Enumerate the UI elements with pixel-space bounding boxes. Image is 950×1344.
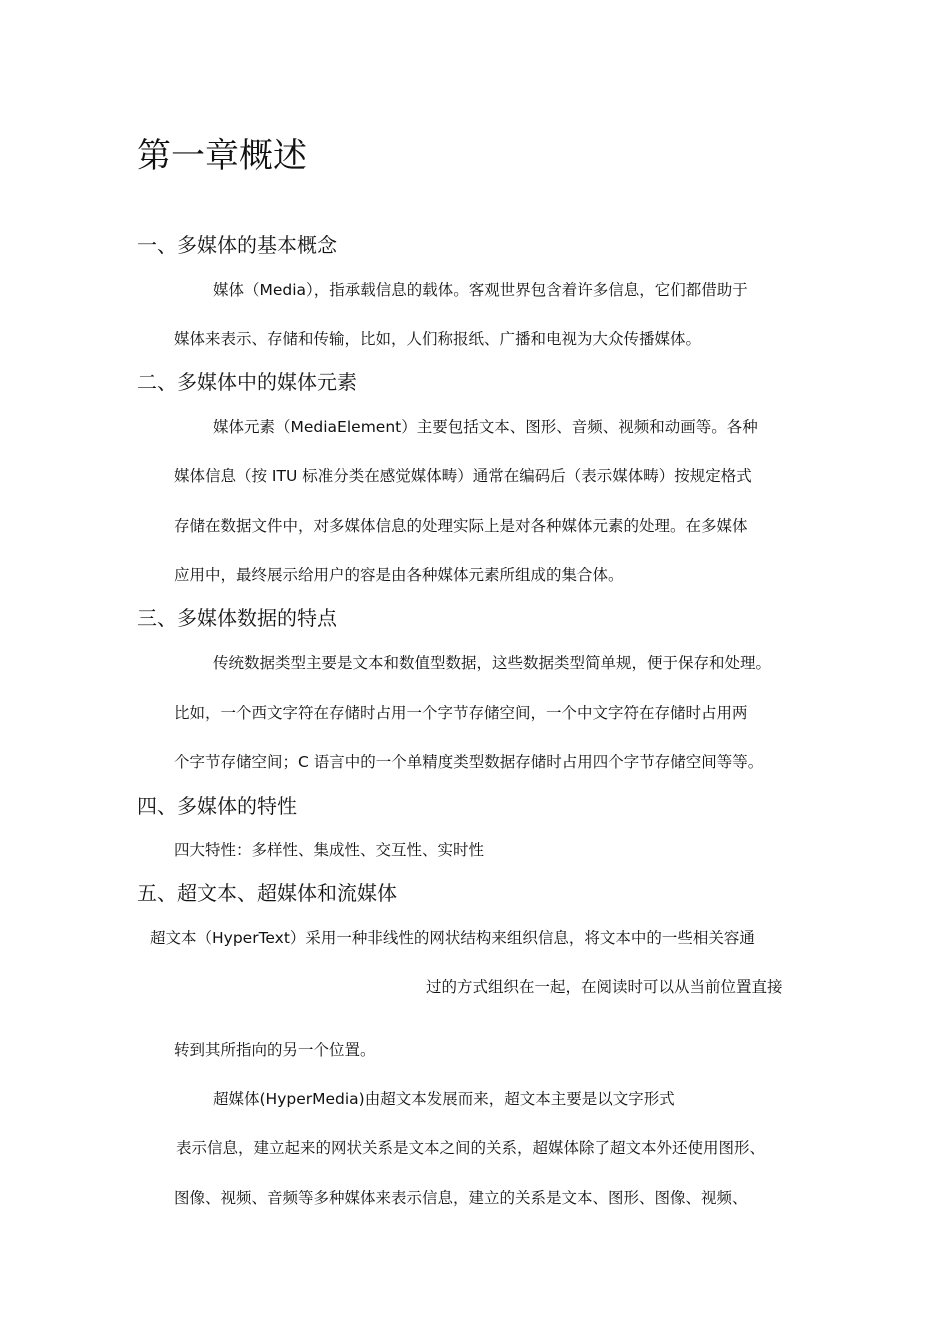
paragraph-line: 媒体（Media），指承载信息的载体。客观世界包含着许多信息，它们都借助于 xyxy=(213,281,748,299)
paragraph-line: 超文本（HyperText）采用一种非线性的网状结构来组织信息，将文本中的一些相关容通 xyxy=(150,929,755,947)
paragraph-line: 个字节存储空间；C 语言中的一个单精度类型数据存储时占用四个字节存储空间等等。 xyxy=(174,753,764,771)
paragraph-line: 表示信息，建立起来的网状关系是文本之间的关系，超媒体除了超文本外还使用图形、 xyxy=(176,1139,766,1157)
paragraph-line: 比如，一个西文字符在存储时占用一个字节存储空间，一个中文字符在存储时占用两 xyxy=(174,704,748,722)
paragraph-line: 转到其所指向的另一个位置。 xyxy=(174,1041,376,1059)
section-heading-2: 二、多媒体中的媒体元素 xyxy=(137,370,357,394)
paragraph-line: 媒体信息（按 ITU 标准分类在感觉媒体畴）通常在编码后（表示媒体畴）按规定格式 xyxy=(174,467,752,485)
section-heading-4: 四、多媒体的特性 xyxy=(137,794,297,818)
paragraph-line: 应用中，最终展示给用户的容是由各种媒体元素所组成的集合体。 xyxy=(174,566,624,584)
paragraph-line: 媒体来表示、存储和传输，比如，人们称报纸、广播和电视为大众传播媒体。 xyxy=(174,330,702,348)
paragraph-line: 存储在数据文件中，对多媒体信息的处理实际上是对各种媒体元素的处理。在多媒体 xyxy=(174,517,748,535)
paragraph-line: 四大特性：多样性、集成性、交互性、实时性 xyxy=(174,841,485,859)
paragraph-line: 超媒体(HyperMedia)由超文本发展而来，超文本主要是以文字形式 xyxy=(213,1090,675,1108)
paragraph-line: 过的方式组织在一起，在阅读时可以从当前位置直接 xyxy=(426,978,783,996)
chapter-title: 第一章概述 xyxy=(137,136,307,176)
section-heading-3: 三、多媒体数据的特点 xyxy=(137,606,337,630)
paragraph-line: 媒体元素（MediaElement）主要包括文本、图形、音频、视频和动画等。各种 xyxy=(213,418,758,436)
paragraph-line: 图像、视频、音频等多种媒体来表示信息，建立的关系是文本、图形、图像、视频、 xyxy=(174,1189,748,1207)
paragraph-line: 传统数据类型主要是文本和数值型数据，这些数据类型简单规，便于保存和处理。 xyxy=(213,654,772,672)
section-heading-5: 五、超文本、超媒体和流媒体 xyxy=(137,881,397,905)
section-heading-1: 一、多媒体的基本概念 xyxy=(137,233,337,257)
